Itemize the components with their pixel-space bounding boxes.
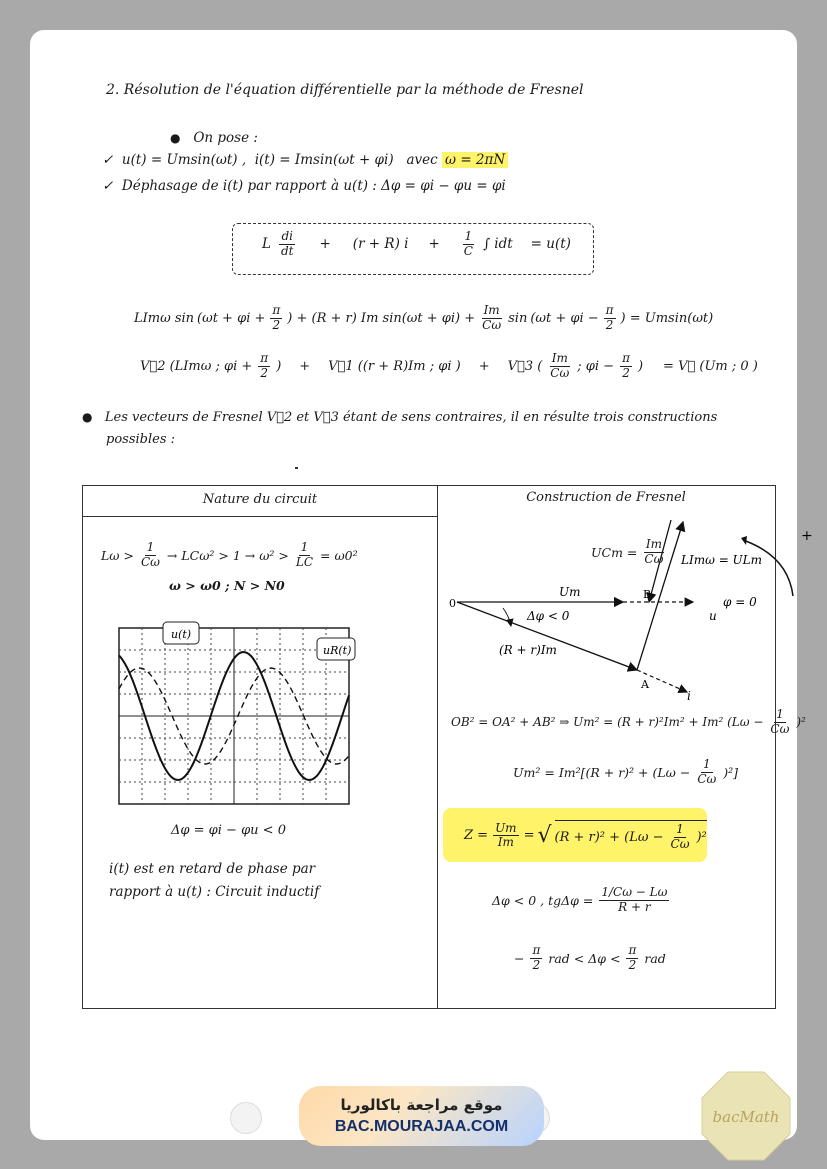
- one-over-Cw: [139, 541, 162, 570]
- frac-den: 2: [622, 365, 630, 380]
- label-resistance: (R + r)Im: [499, 643, 557, 657]
- formula-term: =: [523, 828, 535, 844]
- frac-num: Im: [483, 303, 500, 317]
- one-over-LC: [294, 541, 315, 570]
- column-header-nature: Nature du circuit: [202, 492, 318, 507]
- fresnel-intro-line2: possibles :: [106, 432, 176, 447]
- on-pose-line: [170, 130, 258, 146]
- frac-num: di: [281, 229, 293, 243]
- frac-num: Im: [645, 537, 662, 551]
- frac-den: R + r: [618, 899, 651, 914]
- formula-term: rad: [644, 950, 666, 966]
- section-heading: 2. Résolution de l'équation différentielle par la méthode de Fresnel: [106, 82, 584, 98]
- phase-expression: Δφ = φi − φu = φi: [381, 178, 506, 194]
- formula-term: )²]: [723, 764, 739, 780]
- eq-term: (ωt + φi +: [197, 310, 266, 326]
- frac-num: π: [628, 943, 637, 957]
- bacmath-badge: [700, 1070, 792, 1162]
- pi-over-2: [258, 352, 270, 381]
- formula-term: )²: [696, 829, 707, 845]
- formula-term: Z =: [464, 828, 489, 844]
- fresnel-intro: [82, 410, 717, 425]
- frac-den: C: [463, 243, 473, 258]
- i-expression: i(t) = Imsin(ωt + φi): [254, 152, 394, 168]
- pythagoras-formula: [451, 708, 806, 737]
- pi-over-2: [626, 944, 638, 973]
- phase-label: Déphasage de i(t) par rapport à u(t) :: [121, 178, 377, 194]
- rotation-arc: [743, 540, 793, 596]
- label-phi0: φ = 0: [723, 595, 757, 609]
- pi-over-2: [270, 304, 282, 333]
- vector-resultant: = V⃗ (Um ; 0 ): [663, 358, 758, 374]
- check-icon: ✓: [102, 178, 114, 194]
- frac-num: 1: [146, 540, 155, 554]
- site-banner[interactable]: [299, 1086, 544, 1146]
- phase-shift-line: [102, 178, 506, 194]
- label-i-axis: i: [687, 689, 691, 703]
- tangent-fraction: [599, 886, 669, 915]
- bullet-dot-icon: ●: [170, 131, 181, 145]
- di-dt-fraction: [279, 230, 296, 259]
- on-pose-text: On pose :: [193, 130, 258, 146]
- frac-num: π: [272, 303, 281, 317]
- scope-label-uR: uR(t): [323, 644, 352, 657]
- frac-den: Cω: [482, 317, 502, 332]
- omega-condition: ω > ω0 ; N > N0: [169, 578, 285, 593]
- ucm-label: [591, 538, 667, 567]
- one-over-C-fraction: [462, 230, 475, 259]
- cond-term: Lω >: [101, 547, 134, 563]
- frac-num: π: [260, 351, 269, 365]
- omega-highlight: ω = 2πN: [442, 152, 508, 168]
- frac-num: π: [532, 943, 541, 957]
- check-icon: ✓: [102, 152, 114, 168]
- one-over-Cw: [695, 758, 718, 787]
- phase-difference: Δφ = φi − φu < 0: [171, 823, 286, 838]
- Im-over-Cw: [548, 352, 571, 381]
- eq-term: ) + (R + r) Im sin(ωt + φi) +: [287, 310, 476, 326]
- formula-term: −: [514, 950, 525, 966]
- frac-den: 2: [260, 365, 269, 380]
- Im-over-Cw: [480, 304, 503, 333]
- angle-arc: [503, 608, 511, 626]
- cond-term: = ω0²: [320, 547, 358, 563]
- frac-num: Im: [551, 351, 568, 365]
- eq-plus: +: [428, 236, 440, 253]
- eq-term: LImω sin: [134, 310, 195, 326]
- eq-term: (ωt + φi −: [530, 310, 599, 326]
- label-u-axis: u: [709, 609, 717, 623]
- frac-den: 2: [628, 957, 637, 972]
- frac-den: Cω: [697, 771, 717, 786]
- formula-term: )²: [796, 715, 806, 730]
- retard-line-1: i(t) est en retard de phase par: [109, 861, 316, 877]
- frac-den: dt: [280, 243, 294, 258]
- frac-den: Cω: [550, 365, 570, 380]
- frac-den: Cω: [770, 721, 790, 736]
- vector-V2: V⃗2 (LImω ; φi +: [140, 358, 253, 374]
- sqrt-icon: √: [537, 823, 552, 849]
- oscilloscope-graph: [119, 628, 351, 806]
- formula-term: Um² = Im²[(R + r)² + (Lω −: [513, 764, 691, 780]
- frac-den: 2: [532, 957, 541, 972]
- bullet-dot-icon: ●: [82, 410, 93, 424]
- paren: ): [637, 358, 644, 374]
- frac-num: π: [622, 351, 630, 365]
- document-page: [30, 30, 813, 1140]
- ucm-fraction: [642, 538, 665, 567]
- vector-V3: V⃗3 (: [507, 358, 543, 374]
- eq-resistance-term: (r + R) i: [352, 236, 409, 253]
- um-squared-formula: [513, 758, 738, 787]
- frac-num: 1: [464, 229, 473, 243]
- pi-over-2: [530, 944, 542, 973]
- differential-equation: [262, 230, 571, 259]
- point-A: A: [641, 678, 649, 691]
- vector-equation: [140, 352, 758, 381]
- um-over-im: [493, 822, 519, 851]
- eq-plus: +: [299, 358, 311, 374]
- u-expression: u(t) = Umsin(ωt) ,: [121, 152, 247, 168]
- frac-num: 1: [676, 822, 684, 836]
- eq-rhs: = u(t): [530, 236, 571, 253]
- eq-term: sin: [508, 310, 528, 326]
- site-logo-left: [230, 1102, 262, 1134]
- frac-den: LC: [295, 554, 314, 569]
- retard-line-2: rapport à u(t) : Circuit inductif: [109, 884, 320, 900]
- frac-den: Cω: [670, 836, 690, 851]
- cond-term: → LCω² > 1 → ω² >: [166, 547, 289, 563]
- rotation-arrow-icon: [741, 536, 747, 545]
- frac-den: Im: [497, 835, 514, 850]
- frac-num: 1: [776, 707, 784, 721]
- label-plus: +: [801, 528, 813, 544]
- tangent-formula: [492, 886, 671, 915]
- badge-text: bacMath: [712, 1108, 780, 1126]
- frac-den: 2: [605, 317, 614, 332]
- frac-num: Um: [495, 820, 517, 835]
- label-um: Um: [559, 585, 581, 599]
- sqrt-content: [555, 820, 707, 852]
- fresnel-intro-line1: Les vecteurs de Fresnel V⃗2 et V⃗3 étant de sens contraires, il en résulte trois constructions: [104, 410, 718, 425]
- column-header-fresnel: Construction de Fresnel: [526, 490, 686, 505]
- impedance-formula: [464, 820, 707, 852]
- frac-den: Cω: [140, 554, 160, 569]
- label-dphi: Δφ < 0: [527, 609, 570, 623]
- phase-range: [514, 944, 666, 973]
- formula-term: Δφ < 0 , tgΔφ =: [492, 892, 594, 908]
- eq-integral: ∫ idt: [482, 236, 513, 253]
- pi-over-2: [604, 304, 616, 333]
- eq-term: ) = Umsin(ωt): [620, 310, 714, 326]
- circuit-table: [82, 485, 813, 1009]
- point-B: B: [643, 588, 652, 601]
- frac-den: 2: [272, 317, 281, 332]
- eq-L: L: [262, 236, 271, 253]
- resonance-condition: [101, 541, 358, 570]
- eq-plus: +: [478, 358, 490, 374]
- frac-num: 1: [702, 757, 711, 771]
- eq-plus: +: [319, 236, 331, 253]
- frac-num: 1: [300, 540, 309, 554]
- header-divider: [83, 516, 437, 517]
- label-ulm: LImω = ULm: [681, 553, 763, 567]
- dot-mark: [295, 467, 298, 469]
- column-divider: [437, 486, 438, 1008]
- site-url-link[interactable]: BAC.MOURAJAA.COM: [334, 1118, 509, 1135]
- formula-term: rad < Δφ <: [548, 950, 621, 966]
- formula-term: (R + r)² + (Lω −: [554, 829, 664, 845]
- one-over-Cw: [669, 823, 692, 852]
- pi-over-2: [620, 352, 632, 381]
- avec-word: avec: [406, 152, 438, 168]
- frac-den: Cω: [644, 551, 664, 566]
- paren: ): [276, 358, 282, 374]
- frac-num: π: [605, 303, 614, 317]
- site-name-arabic: موقع مراجعة باكالوريا: [340, 1096, 503, 1114]
- eq-term: ; φi −: [577, 358, 615, 374]
- vector-V1: V⃗1 ((r + R)Im ; φi ): [328, 358, 461, 374]
- scope-label-u: u(t): [171, 628, 192, 641]
- formula-term: OB² = OA² + AB² ⇒ Um² = (R + r)²Im² + Im² (Lω −: [451, 715, 764, 730]
- point-O: 0: [449, 597, 456, 610]
- ucm-text: UCm =: [591, 544, 638, 560]
- one-over-Cw: [768, 708, 791, 737]
- sinusoidal-equation: [134, 304, 713, 333]
- frac-num: 1/Cω − Lω: [601, 885, 668, 899]
- definition-line: [102, 152, 508, 168]
